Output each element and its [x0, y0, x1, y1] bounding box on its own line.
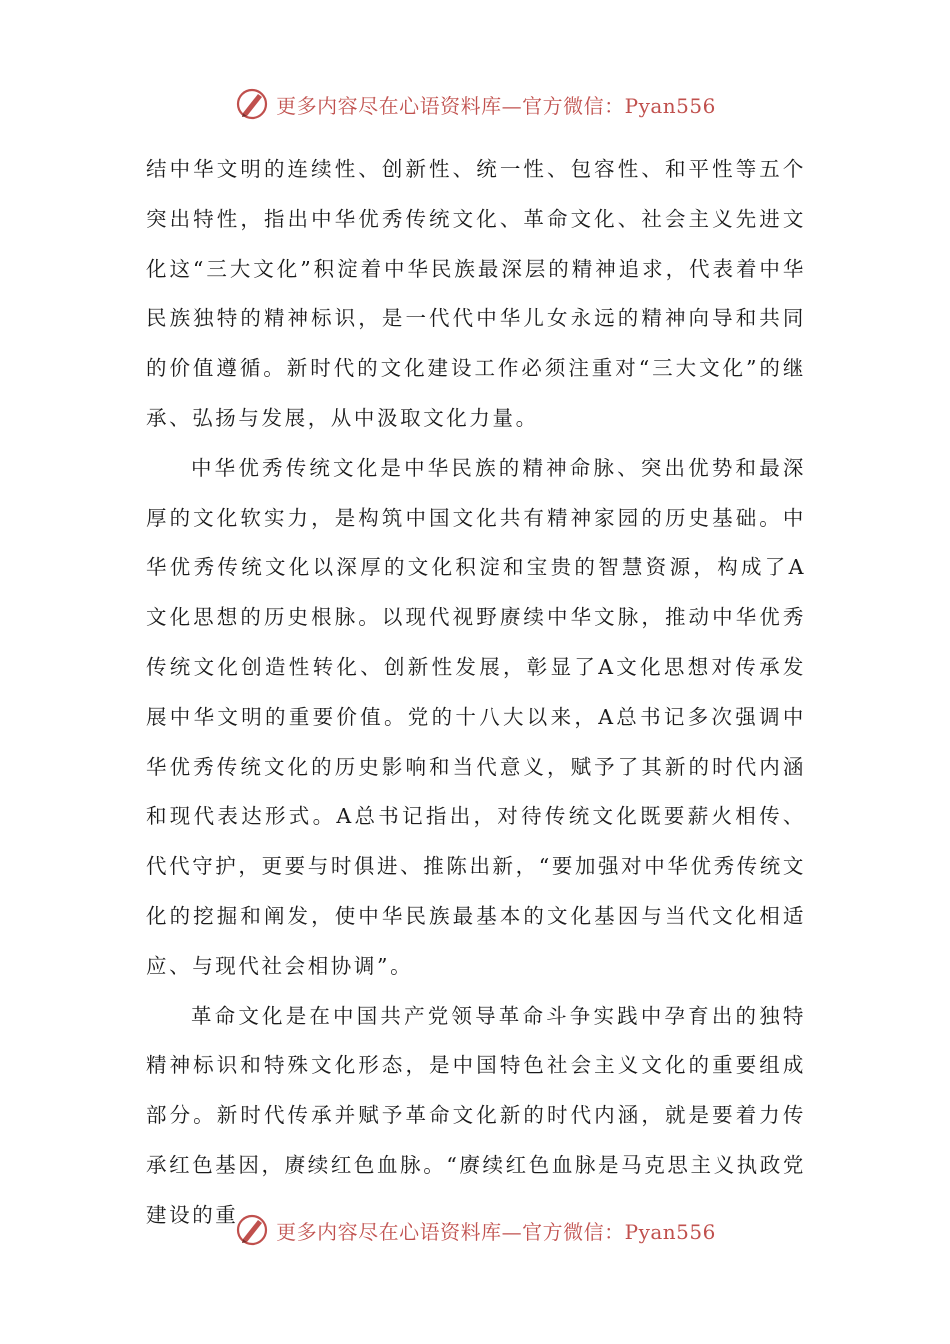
- document-body: [146, 145, 806, 1241]
- pen-logo-icon: [234, 86, 270, 122]
- pen-logo-icon: [234, 1212, 270, 1248]
- header-banner-text: 更多内容尽在心语资料库—官方微信：Pyan556: [276, 93, 716, 118]
- header-banner: [0, 82, 950, 126]
- paragraph-1: 结中华文明的连续性、创新性、统一性、包容性、和平性等五个突出特性，指出中华优秀传统文化、革命文化、社会主义先进文化这“三大文化”积淀着中华民族最深层的精神追求，代表着中华民族独特的精神标识，是一代代中华儿女永远的精神向导和共同的价值遵循。新时代的文化建设工作必须注重对“三大文化”的继承、弘扬与发展，从中汲取文化力量。: [146, 157, 806, 430]
- paragraph-2: 中华优秀传统文化是中华民族的精神命脉、突出优势和最深厚的文化软实力，是构筑中国文化共有精神家园的历史基础。中华优秀传统文化以深厚的文化积淀和宝贵的智慧资源，构成了A文化思想的历史根脉。以现代视野赓续中华文脉，推动中华优秀传统文化创造性转化、创新性发展，彰显了A文化思想对传承发展中华文明的重要价值。党的十八大以来，A总书记多次强调中华优秀传统文化的历史影响和当代意义，赋予了其新的时代内涵和现代表达形式。A总书记指出，对待传统文化既要薪火相传、代代守护，更要与时俱进、推陈出新，“要加强对中华优秀传统文化的挖掘和阐发，使中华民族最基本的文化基因与当代文化相适应、与现代社会相协调”。: [146, 455, 806, 978]
- footer-banner: [0, 1208, 950, 1252]
- footer-banner-text: 更多内容尽在心语资料库—官方微信：Pyan556: [276, 1219, 716, 1244]
- paragraph-3: 革命文化是在中国共产党领导革命斗争实践中孕育出的独特精神标识和特殊文化形态，是中国特色社会主义文化的重要组成部分。新时代传承并赋予革命文化新的时代内涵，就是要着力传承红色基因，赓续红色血脉。“赓续红色血脉是马克思主义执政党建设的重: [146, 1003, 806, 1227]
